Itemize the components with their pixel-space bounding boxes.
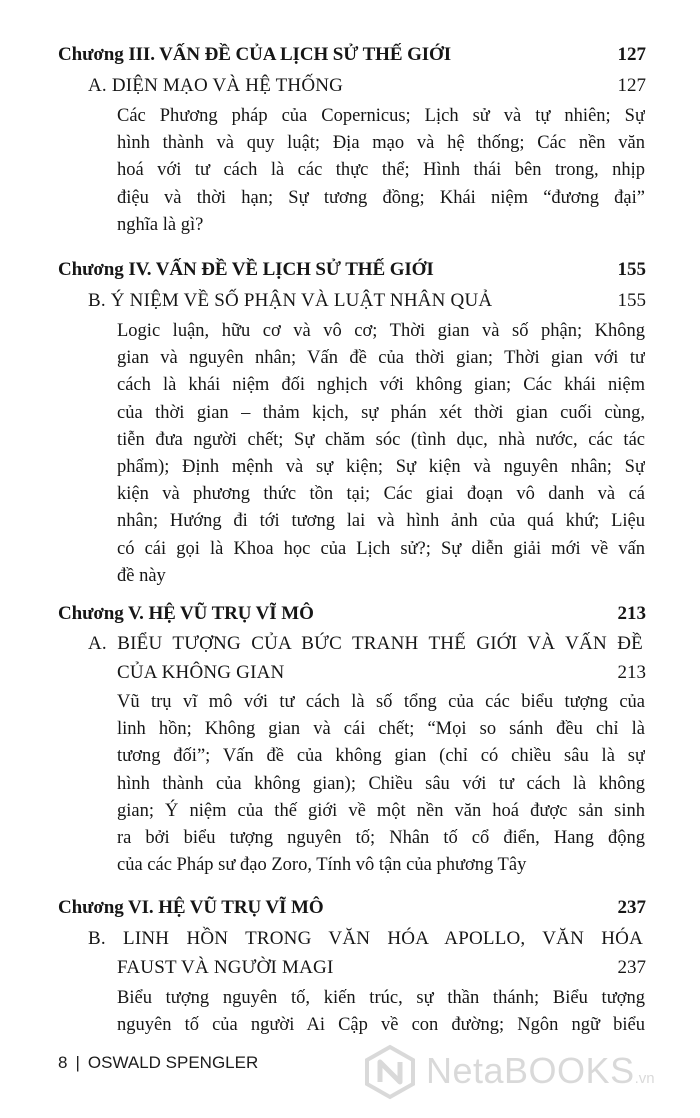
description-line: ra bởi biểu tượng nguyên tố; Nhân tố cổ điển, Hang động [117,827,645,848]
section-page-number: 213 [617,662,646,683]
n-hexagon-logo-icon [362,1044,418,1100]
description-line: của các Pháp sư đạo Zoro, Tính vô tận của phương Tây [117,855,527,876]
description-line: kiện và phương thức tồn tại; Các giai đoạn vô danh và cá [117,484,645,505]
chapter-title: Chương VI. HỆ VŨ TRỤ VĨ MÔ [58,897,324,918]
description-line: Các Phương pháp của Copernicus; Lịch sử và tự nhiên; Sự [117,106,645,126]
chapter-title: Chương IV. VẤN ĐỀ VỀ LỊCH SỬ THẾ GIỚI [58,259,434,280]
section-page-number: 155 [617,290,646,311]
section-description [117,103,645,239]
watermark-brand: NetaBOOKS [426,1050,635,1091]
chapter-page-number: 155 [617,259,646,280]
page-footer [58,1053,258,1073]
chapter-title: Chương V. HỆ VŨ TRỤ VĨ MÔ [58,603,314,624]
section-page-number: 237 [617,957,646,978]
description-line: của thời gian – thảm kịch, sự phán xét thời gian cuối cùng, [117,402,645,423]
chapter-page-number: 127 [617,44,646,65]
footer-separator: | [75,1053,80,1072]
description-line: điệu và thời hạn; Sự tương đồng; Khái niệm “đương đại” [117,187,645,208]
description-line: hoá với tư cách là các thực thể; Hình thái bên trong, nhịp [117,160,645,181]
chapter-page-number: 237 [617,897,646,918]
section-description [117,985,645,1039]
section-title: A. DIỆN MẠO VÀ HỆ THỐNG [88,75,344,96]
section-title-continued: CỦA KHÔNG GIAN [117,662,285,683]
description-line: phẩm); Định mệnh và sự kiện; Sự kiện và nguyên nhân; Sự [117,456,645,477]
description-line: hình thành của không gian); Chiều sâu với tư cách là không [117,773,645,794]
description-line: linh hồn; Không gian và cái chết; “Mọi so sánh đều chỉ là [117,719,645,740]
watermark-text [426,1050,655,1092]
description-line: Vũ trụ vĩ mô với tư cách là số tổng của các biểu tượng của [117,692,645,712]
footer-author: OSWALD SPENGLER [87,1053,259,1072]
footer-page-number: 8 [58,1053,68,1072]
description-line: Logic luận, hữu cơ và vô cơ; Thời gian và số phận; Không [117,321,645,341]
section-title: B. Ý NIỆM VỀ SỐ PHẬN VÀ LUẬT NHÂN QUẢ [88,290,493,311]
description-line: nhân; Hướng đi tới tương lai và hình ảnh của quá khứ; Liệu [117,511,645,532]
description-line: nghĩa là gì? [117,214,204,235]
section-title: B. LINH HỒN TRONG VĂN HÓA APOLLO, VĂN HÓA [88,928,643,949]
section-description [117,689,645,879]
description-line: tương đối”; Vấn đề của không gian (chỉ có chiều sâu là sự [117,746,645,767]
chapter-title: Chương III. VẤN ĐỀ CỦA LỊCH SỬ THẾ GIỚI [58,44,452,65]
description-line: hình thành và quy luật; Địa mạo và hệ thống; Các nền văn [117,133,645,154]
description-line: nguyên tố của người Ai Cập về con đường; Ngôn ngữ biểu [117,1015,645,1036]
description-line: có cái gọi là Khoa học của Lịch sử?; Sự diễn giải mới về vấn [117,538,645,559]
section-page-number: 127 [617,75,646,96]
watermark-suffix: .vn [634,1070,655,1087]
description-line: gian và nguyên nhân; Vấn đề của thời gian; Thời gian với tư [117,348,645,369]
description-line: Biểu tượng nguyên tố, kiến trúc, sự thần thánh; Biểu tượng [117,988,645,1008]
description-line: tiễn đưa người chết; Sự chăm sóc (tình dục, nhà nước, các tác [117,429,645,450]
section-description [117,318,645,590]
chapter-page-number: 213 [617,603,646,624]
watermark [362,1042,692,1102]
description-line: cách là khái niệm đối nghịch với không gian; Các khái niệm [117,375,645,396]
description-line: đề này [117,565,166,586]
section-title-continued: FAUST VÀ NGƯỜI MAGI [117,957,334,978]
section-title: A. BIỂU TƯỢNG CỦA BỨC TRANH THẾ GIỚI VÀ VẤN ĐỀ [88,633,643,654]
description-line: gian; Ý niệm của thế giới về một nền văn hoá được sản sinh [117,800,645,821]
